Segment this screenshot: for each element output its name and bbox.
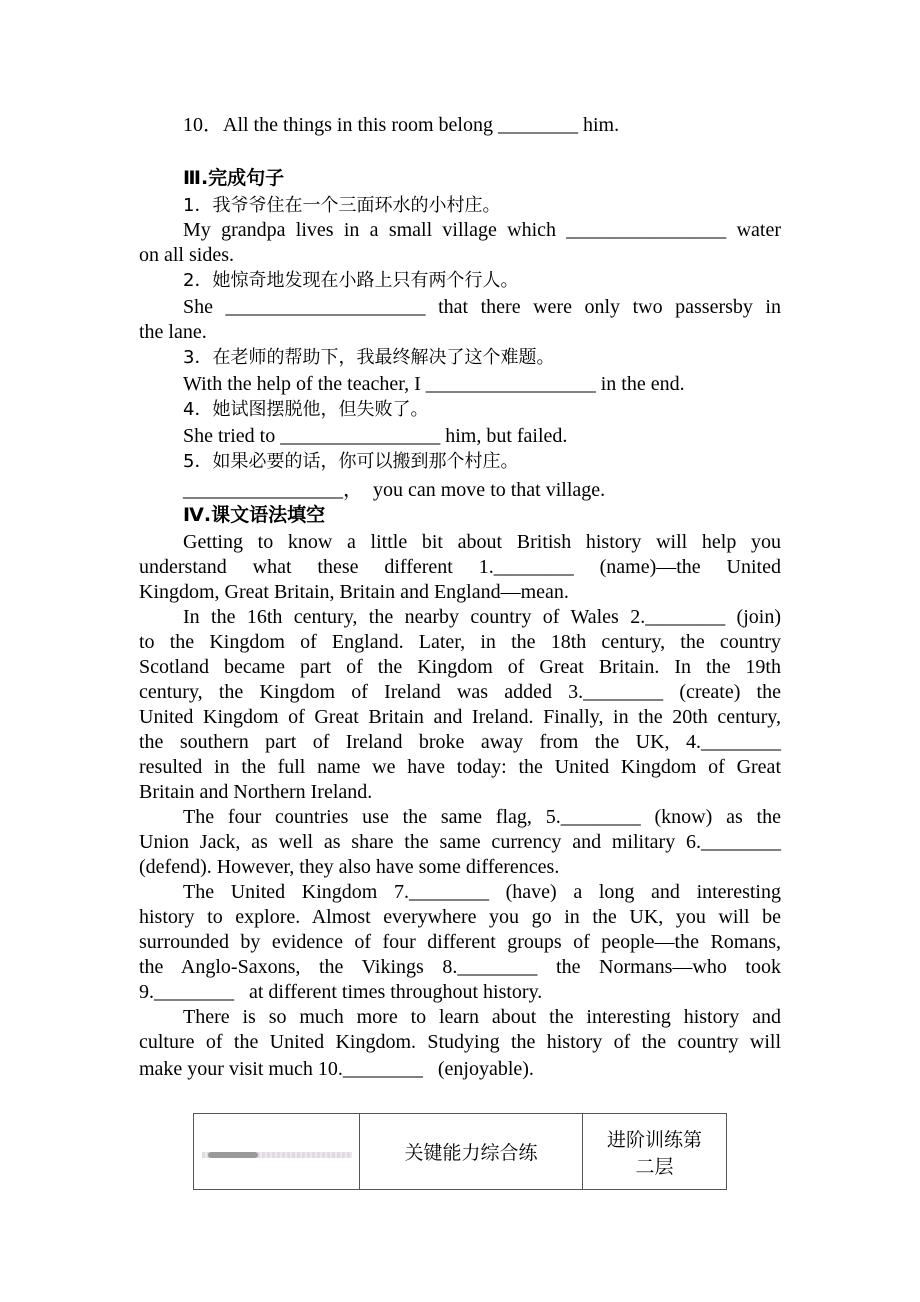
prompt-5-chinese: 5．如果必要的话，你可以搬到那个村庄。 [183,451,519,472]
passage-line: to the Kingdom of England. Later, in the 18th century, the country [139,631,781,653]
passage-line: century, the Kingdom of Ireland was added 3.________ (create) the [139,681,781,703]
section-3-heading: Ⅲ.完成句子 [183,167,285,189]
banner-level-line1: 进阶训练第 [606,1128,702,1151]
prompt-3-english: With the help of the teacher, I _________________ in the end. [183,373,685,395]
prompt-4-english: She tried to ________________ him, but failed. [183,425,568,447]
prompt-1-chinese: 1．我爷爷住在一个三面环水的小村庄。 [183,195,501,216]
banner-title: 关键能力综合练 [360,1114,583,1190]
passage-line: 9.________ at different times throughout history. [139,981,543,1003]
passage-line: understand what these different 1.________ (name)—the United [139,556,781,578]
section-4-heading: Ⅳ.课文语法填空 [183,504,326,526]
passage-line: United Kingdom of Great Britain and Ireland. Finally, in the 20th century, [139,706,781,728]
passage-line: Union Jack, as well as share the same currency and military 6.________ [139,831,781,853]
passage-line: history to explore. Almost everywhere you go in the UK, you will be [139,906,781,928]
prompt-3-chinese: 3．在老师的帮助下，我最终解决了这个难题。 [183,347,555,368]
passage-line: the southern part of Ireland broke away from the UK, 4.________ [139,731,781,753]
passage-line: resulted in the full name we have today: the United Kingdom of Great [139,756,781,778]
passage-line: the Anglo-Saxons, the Vikings 8.________ the Normans—who took [139,956,781,978]
prompt-1-english: My grandpa lives in a small village which ________________ water [183,219,781,241]
prompt-2-chinese: 2．她惊奇地发现在小路上只有两个行人。 [183,270,519,291]
passage-line: In the 16th century, the nearby country of Wales 2.________ (join) [183,606,781,628]
banner-level [583,1114,727,1190]
passage-line: The United Kingdom 7.________ (have) a long and interesting [183,881,781,903]
decorative-bar-icon [202,1152,352,1158]
prompt-2-english: She ____________________ that there were only two passersby in [183,296,781,318]
passage-line: Britain and Northern Ireland. [139,781,373,803]
section-banner-table [193,1113,727,1190]
prompt-2-english-cont: the lane. [139,321,207,343]
passage-line: Kingdom, Great Britain, Britain and England—mean. [139,581,569,603]
passage-line: (defend). However, they also have some differences. [139,856,560,878]
banner-decoration-cell [194,1114,360,1190]
passage-line: The four countries use the same flag, 5.________ (know) as the [183,806,781,828]
prompt-1-english-cont: on all sides. [139,244,234,266]
passage-line: Scotland became part of the Kingdom of Great Britain. In the 19th [139,656,781,678]
passage-line: There is so much more to learn about the interesting history and [183,1006,781,1028]
prompt-5-english: ________________， you can move to that village. [183,479,606,501]
passage-line: Getting to know a little bit about British history will help you [183,531,781,553]
question-10: 10．All the things in this room belong ________ him. [183,114,620,136]
passage-line: make your visit much 10.________ (enjoyable). [139,1058,534,1080]
banner-level-line2: 二层 [635,1155,674,1178]
exercise-text [139,113,781,1082]
passage-line: surrounded by evidence of four different groups of people—the Romans, [139,931,781,953]
prompt-4-chinese: 4．她试图摆脱他，但失败了。 [183,399,429,420]
passage-line: culture of the United Kingdom. Studying the history of the country will [139,1031,781,1053]
